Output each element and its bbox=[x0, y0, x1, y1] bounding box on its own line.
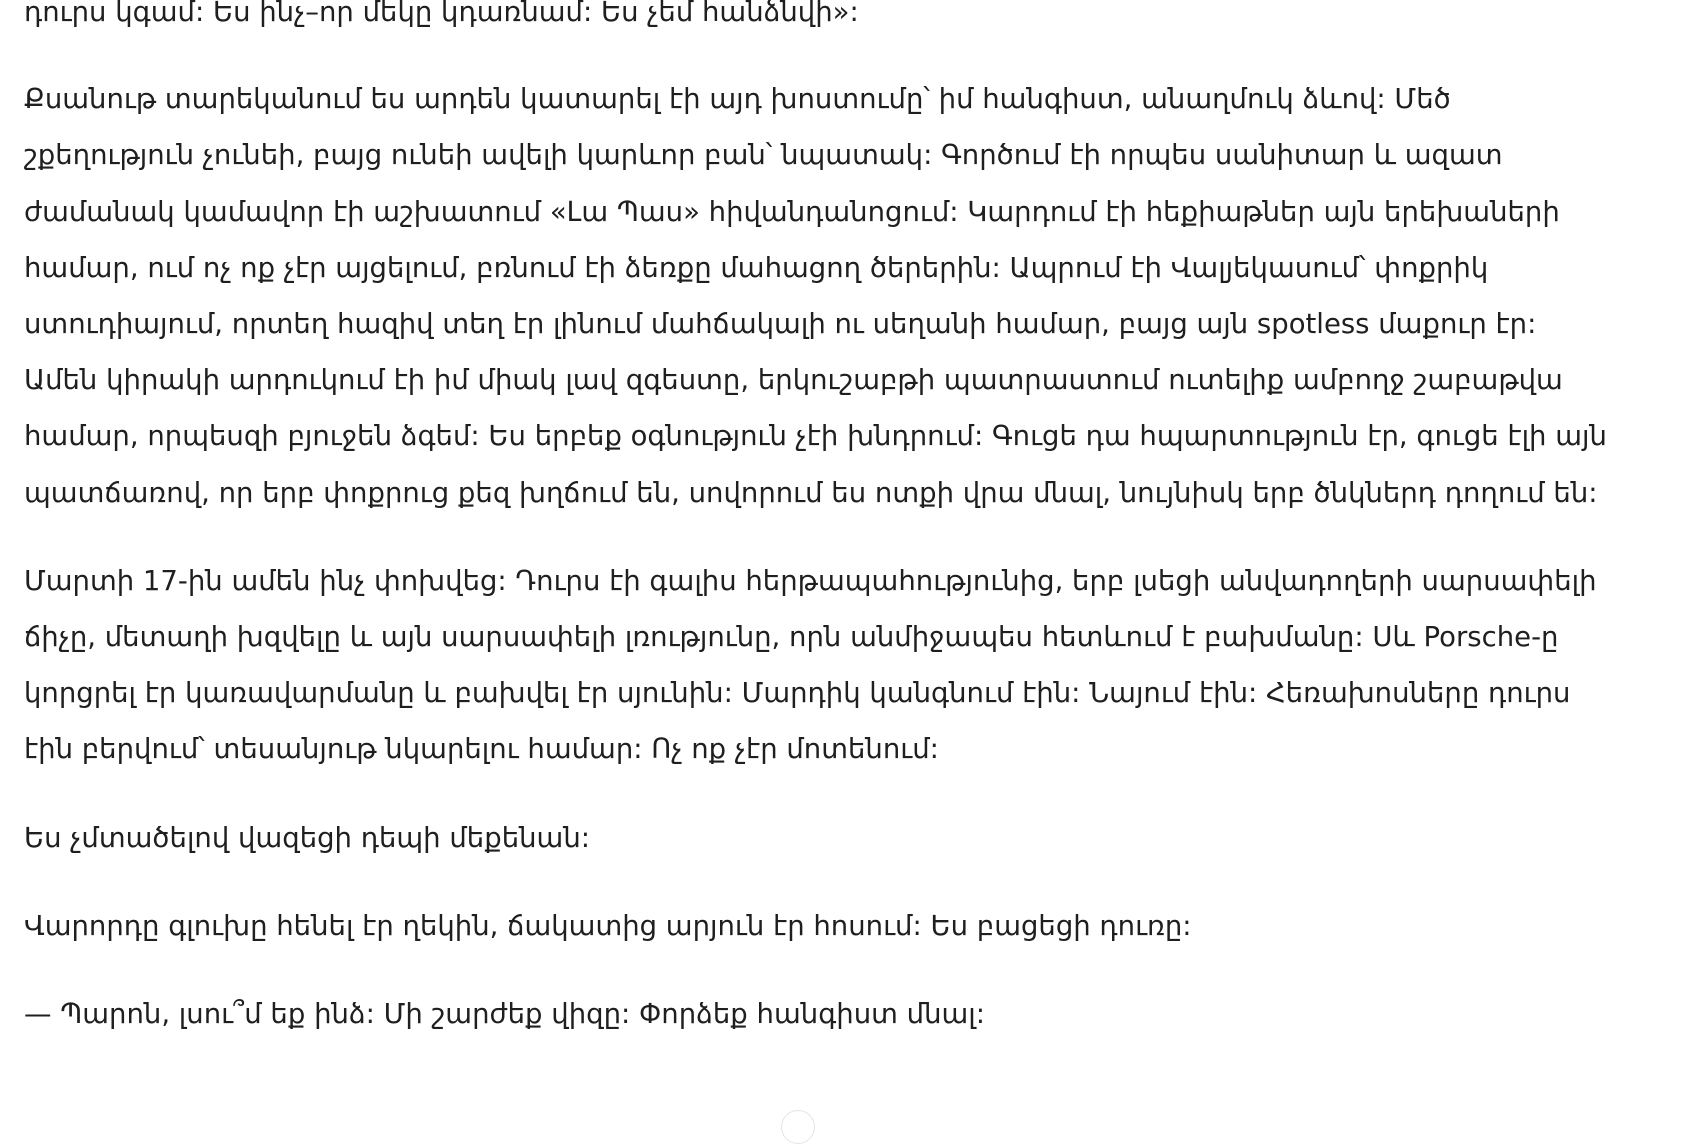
article-body bbox=[24, 0, 1614, 1074]
scroll-down-button[interactable] bbox=[781, 1110, 815, 1144]
article-paragraph: դուրս կգամ: Ես ինչ–որ մեկը կդառնամ: Ես չեմ հանձնվի»: bbox=[24, 0, 859, 28]
article-paragraph: Վարորդը գլուխը հենել էր ղեկին, ճակատից արյուն էր հոսում: Ես բացեցի դուռը: bbox=[24, 909, 1192, 942]
article-paragraph: Մարտի 17-ին ամեն ինչ փոխվեց: Դուրս էի գալիս հերթապահությունից, երբ լսեցի անվադողերի սարսափելի ճիչը, մետաղի խզվելը և այն սարսափելի լռությունը, որն անմիջապես հետևում է բախմանը: Սև Porsche-ը կորցրել էր կառավարմանը և բախվել էր սյունին: Մարդիկ կանգնում էին: Նայում էին: Հեռախոսները դուրս էին բերվում՝ տեսանյութ նկարելու համար: Ոչ ոք չէր մոտենում: bbox=[24, 564, 1597, 766]
article-paragraph: Քսանութ տարեկանում ես արդեն կատարել էի այդ խոստումը՝ իմ հանգիստ, անաղմուկ ձևով: Մեծ շքեղություն չունեի, բայց ունեի ավելի կարևոր բան՝ նպատակ: Գործում էի որպես սանիտար և ազատ ժամանակ կամավոր էի աշխատում «Լա Պաս» հիվանդանոցում: Կարդում էի հեքիաթներ այն երեխաների համար, ում ոչ ոք չէր այցելում, բռնում էի ձեռքը մահացող ծերերին: Ապրում էի Վալյեկասում՝ փոքրիկ ստուդիայում, որտեղ հազիվ տեղ էր լինում մահճակալի ու սեղանի համար, բայց այն spotless մաքուր էր: Ամեն կիրակի արդուկում էի իմ միակ լավ զգեստը, երկուշաբթի պատրաստում ուտելիք ամբողջ շաբաթվա համար, որպեսզի բյուջեն ձգեմ: Ես երբեք օգնություն չէի խնդրում: Գուցե դա հպարտություն էր, գուցե էլի այն պատճառով, որ երբ փոքրուց քեզ խղճում են, սովորում ես ոտքի վրա մնալ, նույնիսկ երբ ծնկներդ դողում են: bbox=[24, 83, 1607, 509]
article-paragraph: — Պարոն, լսու՞մ եք ինձ: Մի շարժեք վիզը: Փորձեք հանգիստ մնալ: bbox=[24, 998, 986, 1031]
article-paragraph: Ես չմտածելով վազեցի դեպի մեքենան: bbox=[24, 821, 591, 854]
